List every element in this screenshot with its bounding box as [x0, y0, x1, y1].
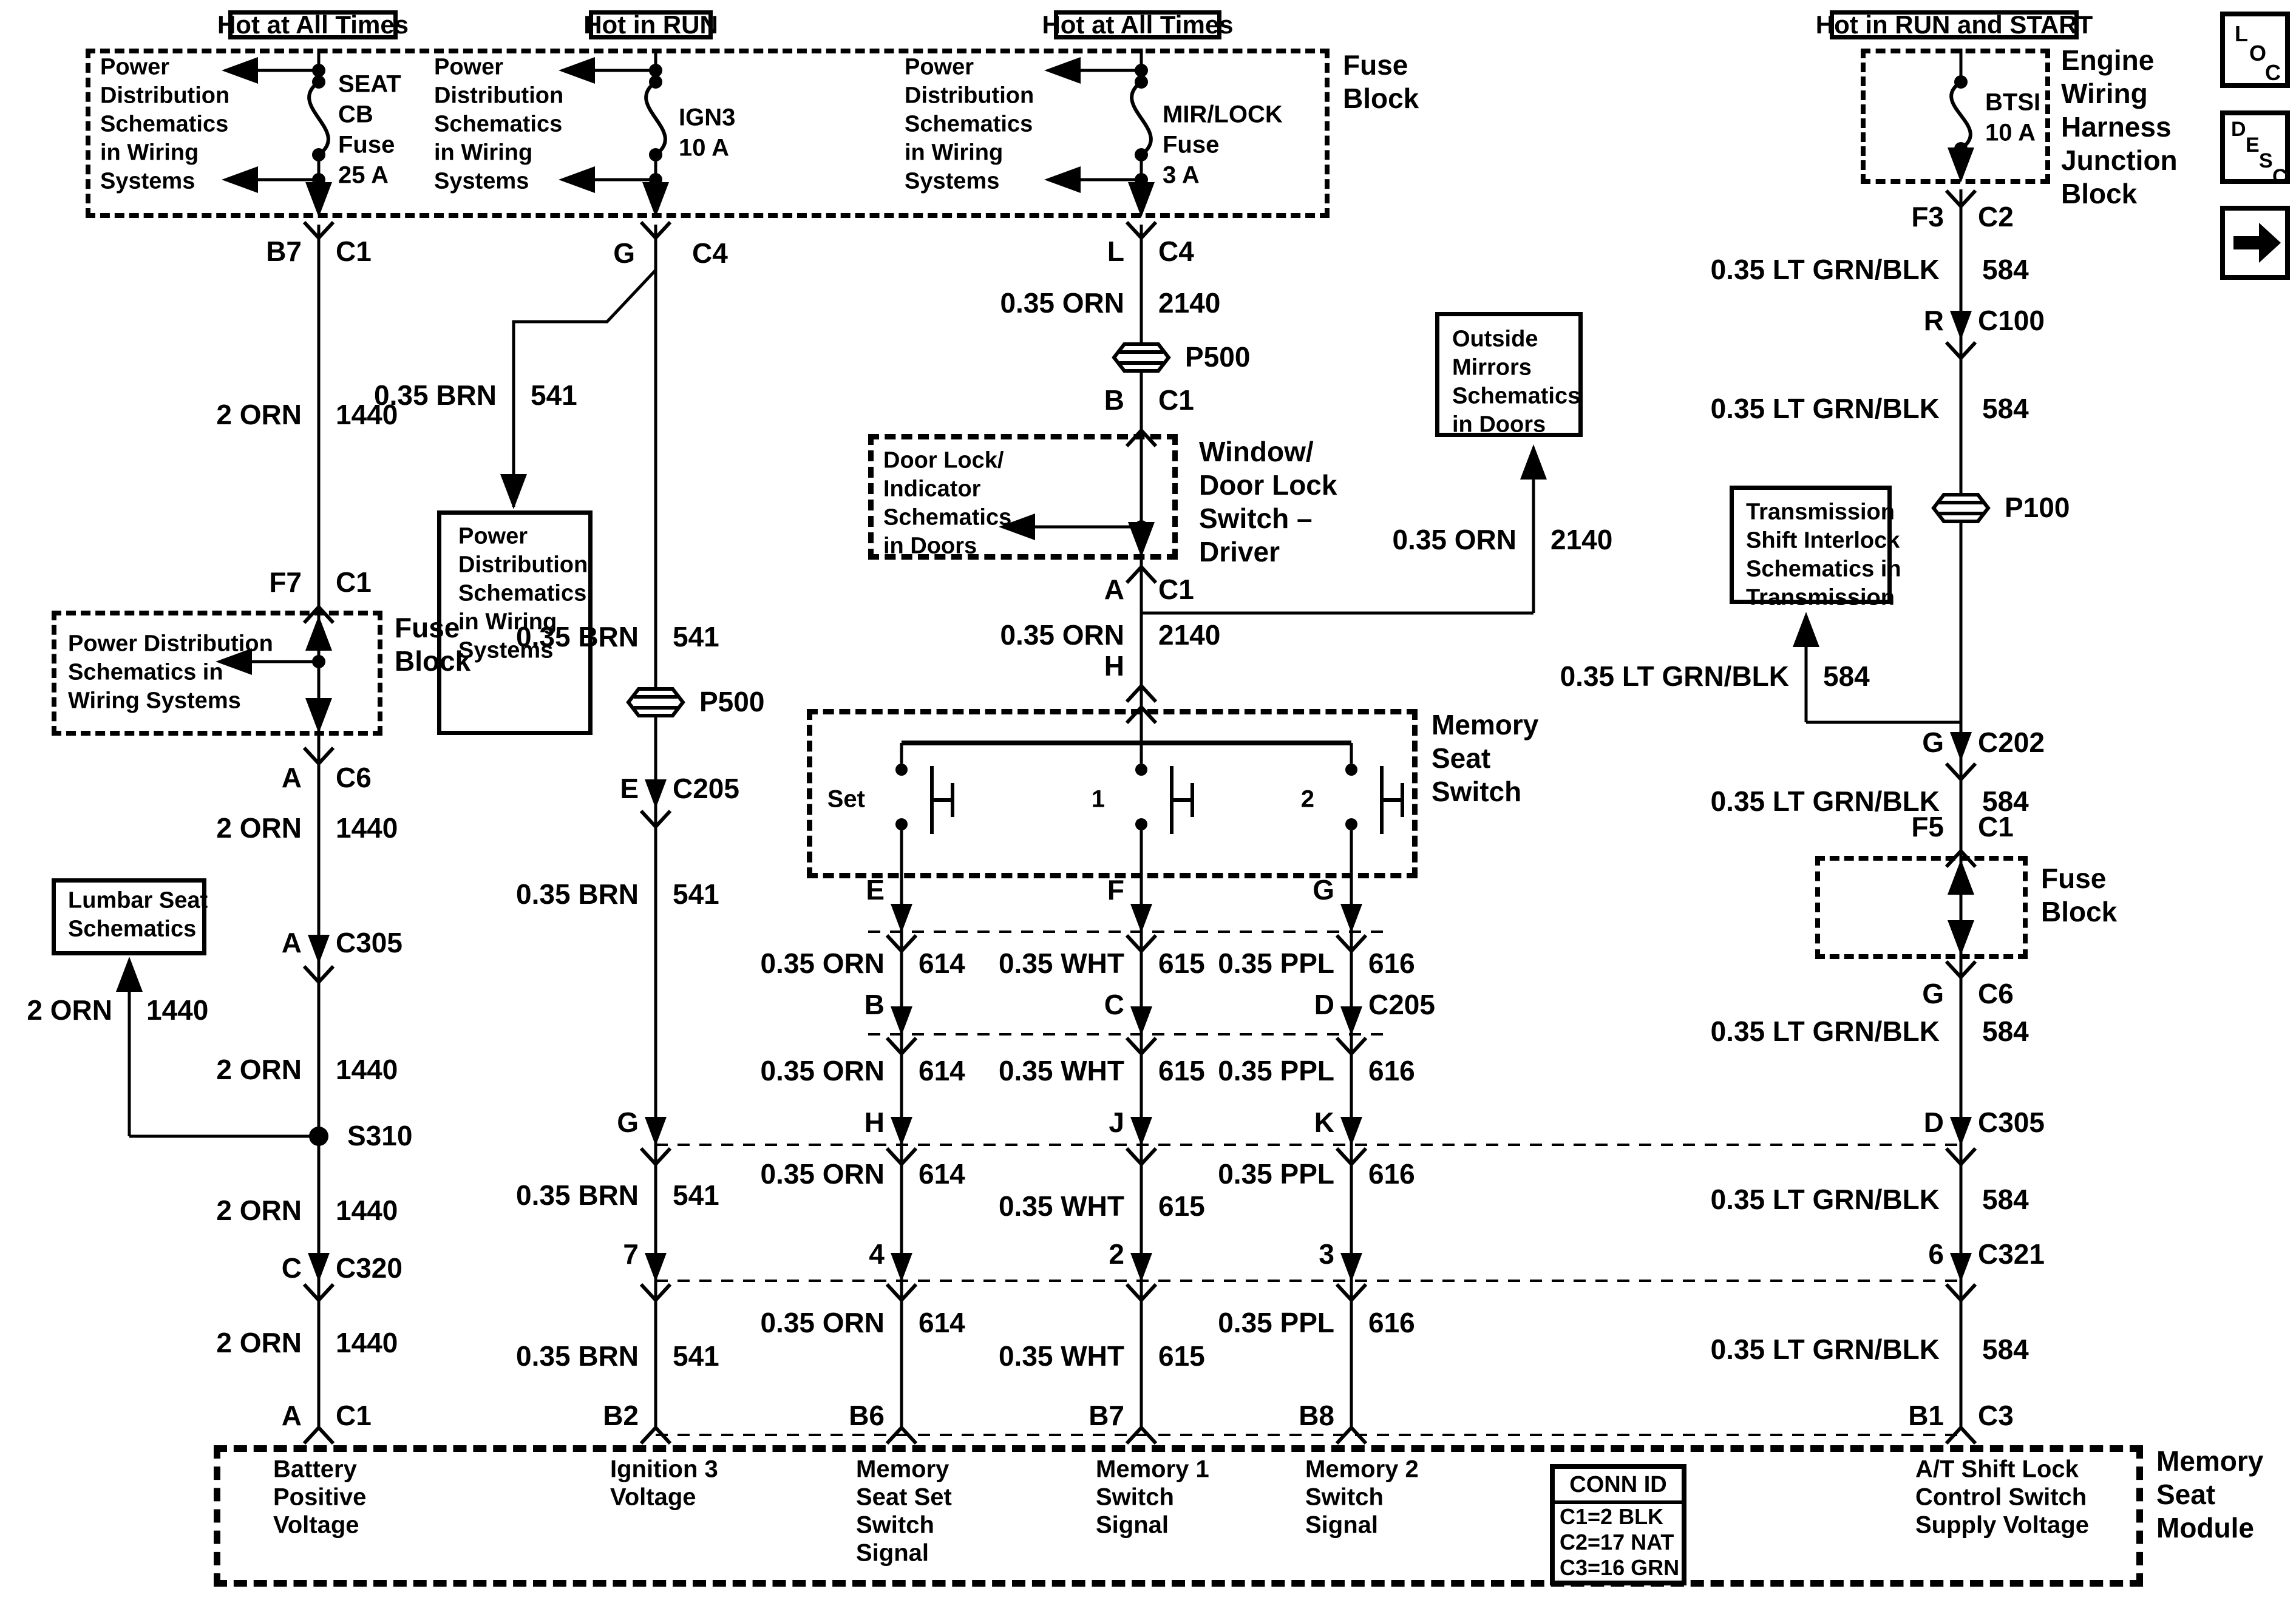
wire-color-label: 2 ORN: [216, 1194, 302, 1226]
pin-label: 2: [1109, 1238, 1124, 1270]
wire-circuit-label: 614: [919, 1306, 965, 1338]
power-dist-text: in Wiring: [100, 140, 199, 166]
module-pin-function: Seat Set: [856, 1483, 952, 1511]
mirrors-ref-text: Schematics: [1452, 383, 1581, 409]
wire-circuit-label: 584: [1982, 1183, 2029, 1215]
pin-label: F3: [1911, 200, 1944, 232]
next-page-arrow-icon[interactable]: [2220, 206, 2290, 280]
wire-circuit-label: 1440: [336, 1053, 398, 1085]
wire-color-label: 0.35 WHT: [998, 1054, 1124, 1086]
pin-label: A: [281, 926, 302, 958]
connector-label: C100: [1978, 304, 2045, 336]
module-pin-function: Memory 2: [1305, 1456, 1419, 1483]
memory-seat-module-title: Module: [2156, 1511, 2254, 1544]
wire-circuit-label: 1440: [336, 812, 398, 844]
wire-circuit-label: 616: [1368, 1306, 1415, 1338]
power-dist-text: Systems: [100, 168, 195, 194]
module-pin-function: Battery: [273, 1456, 357, 1483]
pin-label: K: [1314, 1106, 1334, 1138]
connector-label: C1: [1978, 810, 2014, 842]
mirrors-ref-text: Outside: [1452, 326, 1538, 352]
wire-color-label: 0.35 WHT: [998, 1340, 1124, 1372]
connector-label: C321: [1978, 1238, 2045, 1270]
power-dist-ref-text: Schematics: [458, 580, 587, 606]
loc-letter: L: [2235, 21, 2248, 46]
memory-seat-switch-title: Switch: [1432, 775, 1522, 807]
pin-label: G: [1922, 977, 1944, 1009]
module-pin-function: Switch: [1096, 1483, 1174, 1511]
header-label: Hot in RUN: [583, 10, 718, 39]
fuse-block-top-box: [86, 49, 1330, 218]
conn-id-table: [1550, 1464, 1686, 1585]
connector-label: C1: [1158, 384, 1194, 416]
seat-cb-fuse-label: Fuse: [338, 131, 395, 158]
left-fuse-text: Wiring Systems: [68, 688, 241, 714]
mirrors-ref-text: in Doors: [1452, 412, 1546, 438]
power-dist-text: Distribution: [434, 83, 564, 109]
wire-circuit-label: 614: [919, 1054, 965, 1086]
header-hot-in-run-and-start: [1815, 10, 2093, 39]
conn-id-row: C1=2 BLK: [1560, 1504, 1664, 1529]
module-pin-function: Memory 1: [1096, 1456, 1209, 1483]
wire-color-label: 2 ORN: [216, 812, 302, 844]
pin-label: 3: [1319, 1238, 1334, 1270]
p100-splice: [1934, 495, 1988, 521]
p500-splice-label: P500: [1185, 341, 1251, 373]
power-dist-text: Power: [434, 54, 504, 80]
desc-letter: E: [2246, 134, 2260, 157]
switch-set-label: Set: [827, 785, 865, 813]
wire-circuit-label: 616: [1368, 1054, 1415, 1086]
module-pin-function: Signal: [1096, 1511, 1169, 1539]
connector-label: C320: [336, 1252, 402, 1284]
window-door-lock-label: Door Lock: [1199, 469, 1337, 501]
module-pin-function: Ignition 3: [610, 1456, 718, 1483]
connector-label: C1: [336, 235, 372, 267]
wire-color-label: 0.35 ORN: [760, 1306, 885, 1338]
seat-cb-fuse-label: CB: [338, 101, 373, 128]
wire-circuit-label: 1440: [146, 994, 209, 1026]
power-dist-text: Schematics: [905, 111, 1033, 137]
window-door-lock-label: Window/: [1199, 435, 1314, 467]
junction-block-label: Wiring: [2061, 77, 2148, 109]
wire-color-label: 0.35 ORN: [760, 1054, 885, 1086]
p100-splice-label: P100: [2005, 491, 2070, 523]
fuse-block-top-label: Fuse: [1343, 49, 1408, 81]
power-dist-text: Distribution: [905, 83, 1034, 109]
mirlock-fuse-label: 3 A: [1163, 161, 1200, 189]
pin-label: 7: [623, 1238, 639, 1270]
wire-circuit-label: 615: [1158, 1340, 1205, 1372]
wire-color-label: 0.35 ORN: [760, 1158, 885, 1190]
pin-label: A: [1104, 573, 1124, 605]
wire-circuit-label: 584: [1982, 392, 2029, 424]
connector-label: C2: [1978, 200, 2014, 232]
module-pin-function: Memory: [856, 1456, 949, 1483]
conn-id-row: C2=17 NAT: [1560, 1530, 1674, 1554]
wire-circuit-label: 541: [673, 1179, 719, 1211]
wire-circuit-label: 615: [1158, 1054, 1205, 1086]
junction-block-label: Harness: [2061, 110, 2172, 143]
module-pin-function: Signal: [1305, 1511, 1379, 1539]
door-lock-ref-text: Schematics: [883, 504, 1012, 531]
right-arrow-glyph: [2225, 211, 2285, 275]
power-dist-text: Schematics: [100, 111, 229, 137]
power-dist-ref-text: in Wiring: [458, 609, 557, 635]
pin-label: D: [1923, 1106, 1944, 1138]
wire-color-label: 0.35 LT GRN/BLK: [1560, 660, 1789, 692]
module-pin-function: Voltage: [610, 1483, 696, 1511]
power-dist-text: Systems: [434, 168, 529, 194]
pin-label: G: [1922, 726, 1944, 758]
pin-label: H: [1104, 649, 1124, 682]
wire-color-label: 0.35 LT GRN/BLK: [1710, 253, 1940, 285]
power-dist-text: Power: [905, 54, 974, 80]
connector-label: C202: [1978, 726, 2045, 758]
door-lock-ref-text: Door Lock/: [883, 447, 1004, 473]
mirlock-fuse-label: MIR/LOCK: [1163, 101, 1283, 128]
wire-circuit-label: 614: [919, 1158, 965, 1190]
power-dist-text: Power: [100, 54, 170, 80]
pin-label: B2: [603, 1399, 639, 1431]
wire-color-label: 0.35 BRN: [374, 379, 497, 411]
wire-color-label: 0.35 ORN: [760, 947, 885, 979]
seat-cb-fuse-label: 25 A: [338, 161, 389, 189]
module-pin-function: Signal: [856, 1539, 929, 1567]
wire-color-label: 0.35 BRN: [516, 878, 639, 910]
power-dist-text: Schematics: [434, 111, 563, 137]
p500-splice-colC: [1114, 344, 1169, 371]
memory-seat-switch-box: [807, 709, 1418, 878]
connector-label: C305: [336, 926, 402, 958]
pin-label: E: [620, 772, 639, 804]
wire-color-label: 2 ORN: [216, 1053, 302, 1085]
mirlock-fuse-label: Fuse: [1163, 131, 1220, 158]
p500-splice-label: P500: [699, 685, 765, 717]
btsi-fuse-label: 10 A: [1985, 119, 2036, 146]
pin-label: F: [1107, 873, 1124, 906]
wire-color-label: 2 ORN: [27, 994, 112, 1026]
wire-circuit-label: 2140: [1550, 523, 1613, 555]
pin-label: 6: [1928, 1238, 1944, 1270]
pin-label: B: [1104, 384, 1124, 416]
connector-label: C4: [692, 237, 728, 269]
pin-label: G: [1313, 873, 1334, 906]
wire-color-label: 0.35 ORN: [1392, 523, 1517, 555]
header-hot-in-run: [583, 10, 718, 39]
memory-seat-module-title: Memory: [2156, 1445, 2264, 1477]
ign3-fuse-label: IGN3: [679, 104, 736, 131]
lumbar-ref-text: Schematics: [68, 916, 197, 942]
wire-circuit-label: 1440: [336, 1326, 398, 1358]
pin-label: A: [281, 761, 302, 793]
conn-id-header: CONN ID: [1555, 1469, 1682, 1504]
pin-label: A: [281, 1399, 302, 1431]
pin-label: B6: [849, 1399, 885, 1431]
wire-color-label: 0.35 PPL: [1218, 1306, 1334, 1338]
header-label: Hot at All Times: [217, 10, 409, 39]
pin-label: F7: [269, 566, 302, 598]
wire-circuit-label: 2140: [1158, 619, 1221, 651]
wire-color-label: 0.35 BRN: [516, 1179, 639, 1211]
mirrors-ref-text: Mirrors: [1452, 354, 1532, 381]
desc-letter: C: [2272, 165, 2288, 188]
wire-circuit-label: 584: [1823, 660, 1870, 692]
wire-color-label: 0.35 BRN: [516, 1340, 639, 1372]
power-dist-text: in Wiring: [905, 140, 1004, 166]
wire-circuit-label: 541: [673, 878, 719, 910]
right-fuse-block-box: [1815, 856, 2028, 959]
header-label: Hot at All Times: [1042, 10, 1234, 39]
header-hot-at-all-times-2: [1042, 10, 1234, 39]
pin-label: C: [1104, 988, 1124, 1020]
module-pin-function: Switch: [856, 1511, 934, 1539]
power-dist-ref-text: Distribution: [458, 552, 588, 578]
memory-seat-switch-title: Seat: [1432, 742, 1491, 774]
wire-color-label: 0.35 BRN: [516, 620, 639, 653]
left-fuse-block-title: Fuse: [395, 611, 460, 643]
module-pin-function: Positive: [273, 1483, 367, 1511]
wire-circuit-label: 541: [673, 1340, 719, 1372]
connector-label: C3: [1978, 1399, 2014, 1431]
connector-label: C205: [1368, 988, 1435, 1020]
seat-cb-fuse-label: SEAT: [338, 70, 401, 98]
wire-circuit-label: 584: [1982, 1015, 2029, 1047]
module-pin-function: Switch: [1305, 1483, 1384, 1511]
lumbar-ref-text: Lumbar Seat: [68, 887, 208, 914]
wire-color-label: 0.35 LT GRN/BLK: [1710, 1183, 1940, 1215]
memory-seat-switch-title: Memory: [1432, 708, 1539, 741]
pin-label: C: [281, 1252, 302, 1284]
memory-seat-module-title: Seat: [2156, 1478, 2216, 1510]
loc-letter: O: [2249, 41, 2267, 66]
pin-label: G: [617, 1106, 639, 1138]
wire-color-label: 0.35 ORN: [1000, 286, 1124, 319]
p500-splice-colB: [628, 689, 683, 716]
fuse-block-top-label: Block: [1343, 82, 1419, 114]
connector-label: C4: [1158, 235, 1194, 267]
s310-splice-label: S310: [347, 1119, 413, 1151]
power-dist-ref-text: Systems: [458, 637, 554, 663]
wire-circuit-label: 1440: [336, 398, 398, 430]
pin-label: G: [613, 237, 635, 269]
pin-label: L: [1107, 235, 1124, 267]
pin-label: F5: [1911, 810, 1944, 842]
wire-circuit-label: 616: [1368, 1158, 1415, 1190]
junction-block-label: Engine: [2061, 44, 2155, 76]
connector-label: C1: [1158, 573, 1194, 605]
desc-letter: S: [2259, 149, 2273, 172]
wire-circuit-label: 584: [1982, 253, 2029, 285]
wire-color-label: 0.35 PPL: [1218, 1158, 1334, 1190]
left-fuse-text: Power Distribution: [68, 631, 273, 657]
left-fuse-text: Schematics in: [68, 659, 223, 685]
desc-letter: D: [2231, 118, 2246, 141]
wire-color-label: 2 ORN: [216, 1326, 302, 1358]
wire-circuit-label: 541: [673, 620, 719, 653]
wire-circuit-label: 2140: [1158, 286, 1221, 319]
window-door-lock-label: Driver: [1199, 535, 1280, 568]
pin-label: R: [1923, 304, 1944, 336]
pin-label: D: [1314, 988, 1334, 1020]
wire-color-label: 0.35 PPL: [1218, 947, 1334, 979]
wire-color-label: 0.35 LT GRN/BLK: [1710, 1015, 1940, 1047]
pin-label: E: [866, 873, 885, 906]
wire-circuit-label: 584: [1982, 1333, 2029, 1365]
left-fuse-block-title: Block: [395, 645, 471, 677]
btsi-fuse-label: BTSI: [1985, 89, 2041, 116]
header-label: Hot in RUN and START: [1815, 10, 2093, 39]
wire-color-label: 0.35 WHT: [998, 947, 1124, 979]
switch-2-label: 2: [1300, 785, 1314, 813]
wire-color-label: 0.35 ORN: [1000, 619, 1124, 651]
right-fuse-block-title: Block: [2041, 895, 2118, 927]
wire-color-label: 2 ORN: [216, 398, 302, 430]
loc-letter: C: [2265, 60, 2281, 85]
power-dist-text: in Wiring: [434, 140, 533, 166]
connector-label: C205: [673, 772, 739, 804]
trans-ref-text: Transmission: [1746, 499, 1895, 525]
connector-label: C1: [336, 566, 372, 598]
wire-color-label: 0.35 LT GRN/BLK: [1710, 1333, 1940, 1365]
power-dist-text: Systems: [905, 168, 1000, 194]
switch-1-label: 1: [1091, 785, 1105, 813]
pin-label: B7: [266, 235, 302, 267]
loc-icon[interactable]: [2220, 12, 2290, 88]
trans-ref-text: Schematics in: [1746, 556, 1901, 582]
pin-label: J: [1109, 1106, 1124, 1138]
header-hot-at-all-times-1: [217, 10, 409, 39]
connector-label: C1: [336, 1399, 372, 1431]
wire-circuit-label: 616: [1368, 947, 1415, 979]
power-dist-text: Distribution: [100, 83, 230, 109]
desc-icon[interactable]: [2220, 110, 2290, 188]
wire-circuit-label: 615: [1158, 947, 1205, 979]
connector-label: C6: [1978, 977, 2014, 1009]
junction-block-label: Block: [2061, 177, 2138, 209]
pin-label: 4: [869, 1238, 885, 1270]
wire-circuit-label: 1440: [336, 1194, 398, 1226]
connector-label: C305: [1978, 1106, 2045, 1138]
pin-label: B: [864, 988, 885, 1020]
pin-label: B8: [1299, 1399, 1334, 1431]
trans-ref-text: Transmission: [1746, 585, 1895, 611]
wire-color-label: 0.35 WHT: [998, 1190, 1124, 1222]
ign3-fuse-label: 10 A: [679, 134, 730, 161]
wire-circuit-label: 614: [919, 947, 965, 979]
wire-circuit-label: 584: [1982, 785, 2029, 817]
window-door-lock-label: Switch –: [1199, 502, 1313, 534]
pin-label: H: [864, 1106, 885, 1138]
door-lock-ref-text: in Doors: [883, 533, 977, 559]
module-pin-function: Voltage: [273, 1511, 359, 1539]
pin-label: B7: [1089, 1399, 1124, 1431]
pin-label: B1: [1908, 1399, 1944, 1431]
wire-color-label: 0.35 LT GRN/BLK: [1710, 392, 1940, 424]
module-pin-function: A/T Shift Lock: [1915, 1456, 2079, 1483]
wire-color-label: 0.35 PPL: [1218, 1054, 1334, 1086]
conn-id-row: C3=16 GRN: [1560, 1555, 1680, 1580]
module-pin-function: Control Switch: [1915, 1483, 2087, 1511]
s310-splice-dot: [309, 1127, 328, 1146]
module-pin-function: Supply Voltage: [1915, 1511, 2089, 1539]
door-lock-ref-text: Indicator: [883, 476, 981, 502]
junction-block-label: Junction: [2061, 144, 2178, 176]
wire-circuit-label: 615: [1158, 1190, 1205, 1222]
right-fuse-block-title: Fuse: [2041, 862, 2107, 894]
connector-label: C6: [336, 761, 372, 793]
wire-circuit-label: 541: [531, 379, 577, 411]
power-dist-ref-text: Power: [458, 523, 528, 549]
trans-ref-text: Shift Interlock: [1746, 527, 1900, 554]
wire-color-label: 0.35 LT GRN/BLK: [1710, 785, 1940, 817]
